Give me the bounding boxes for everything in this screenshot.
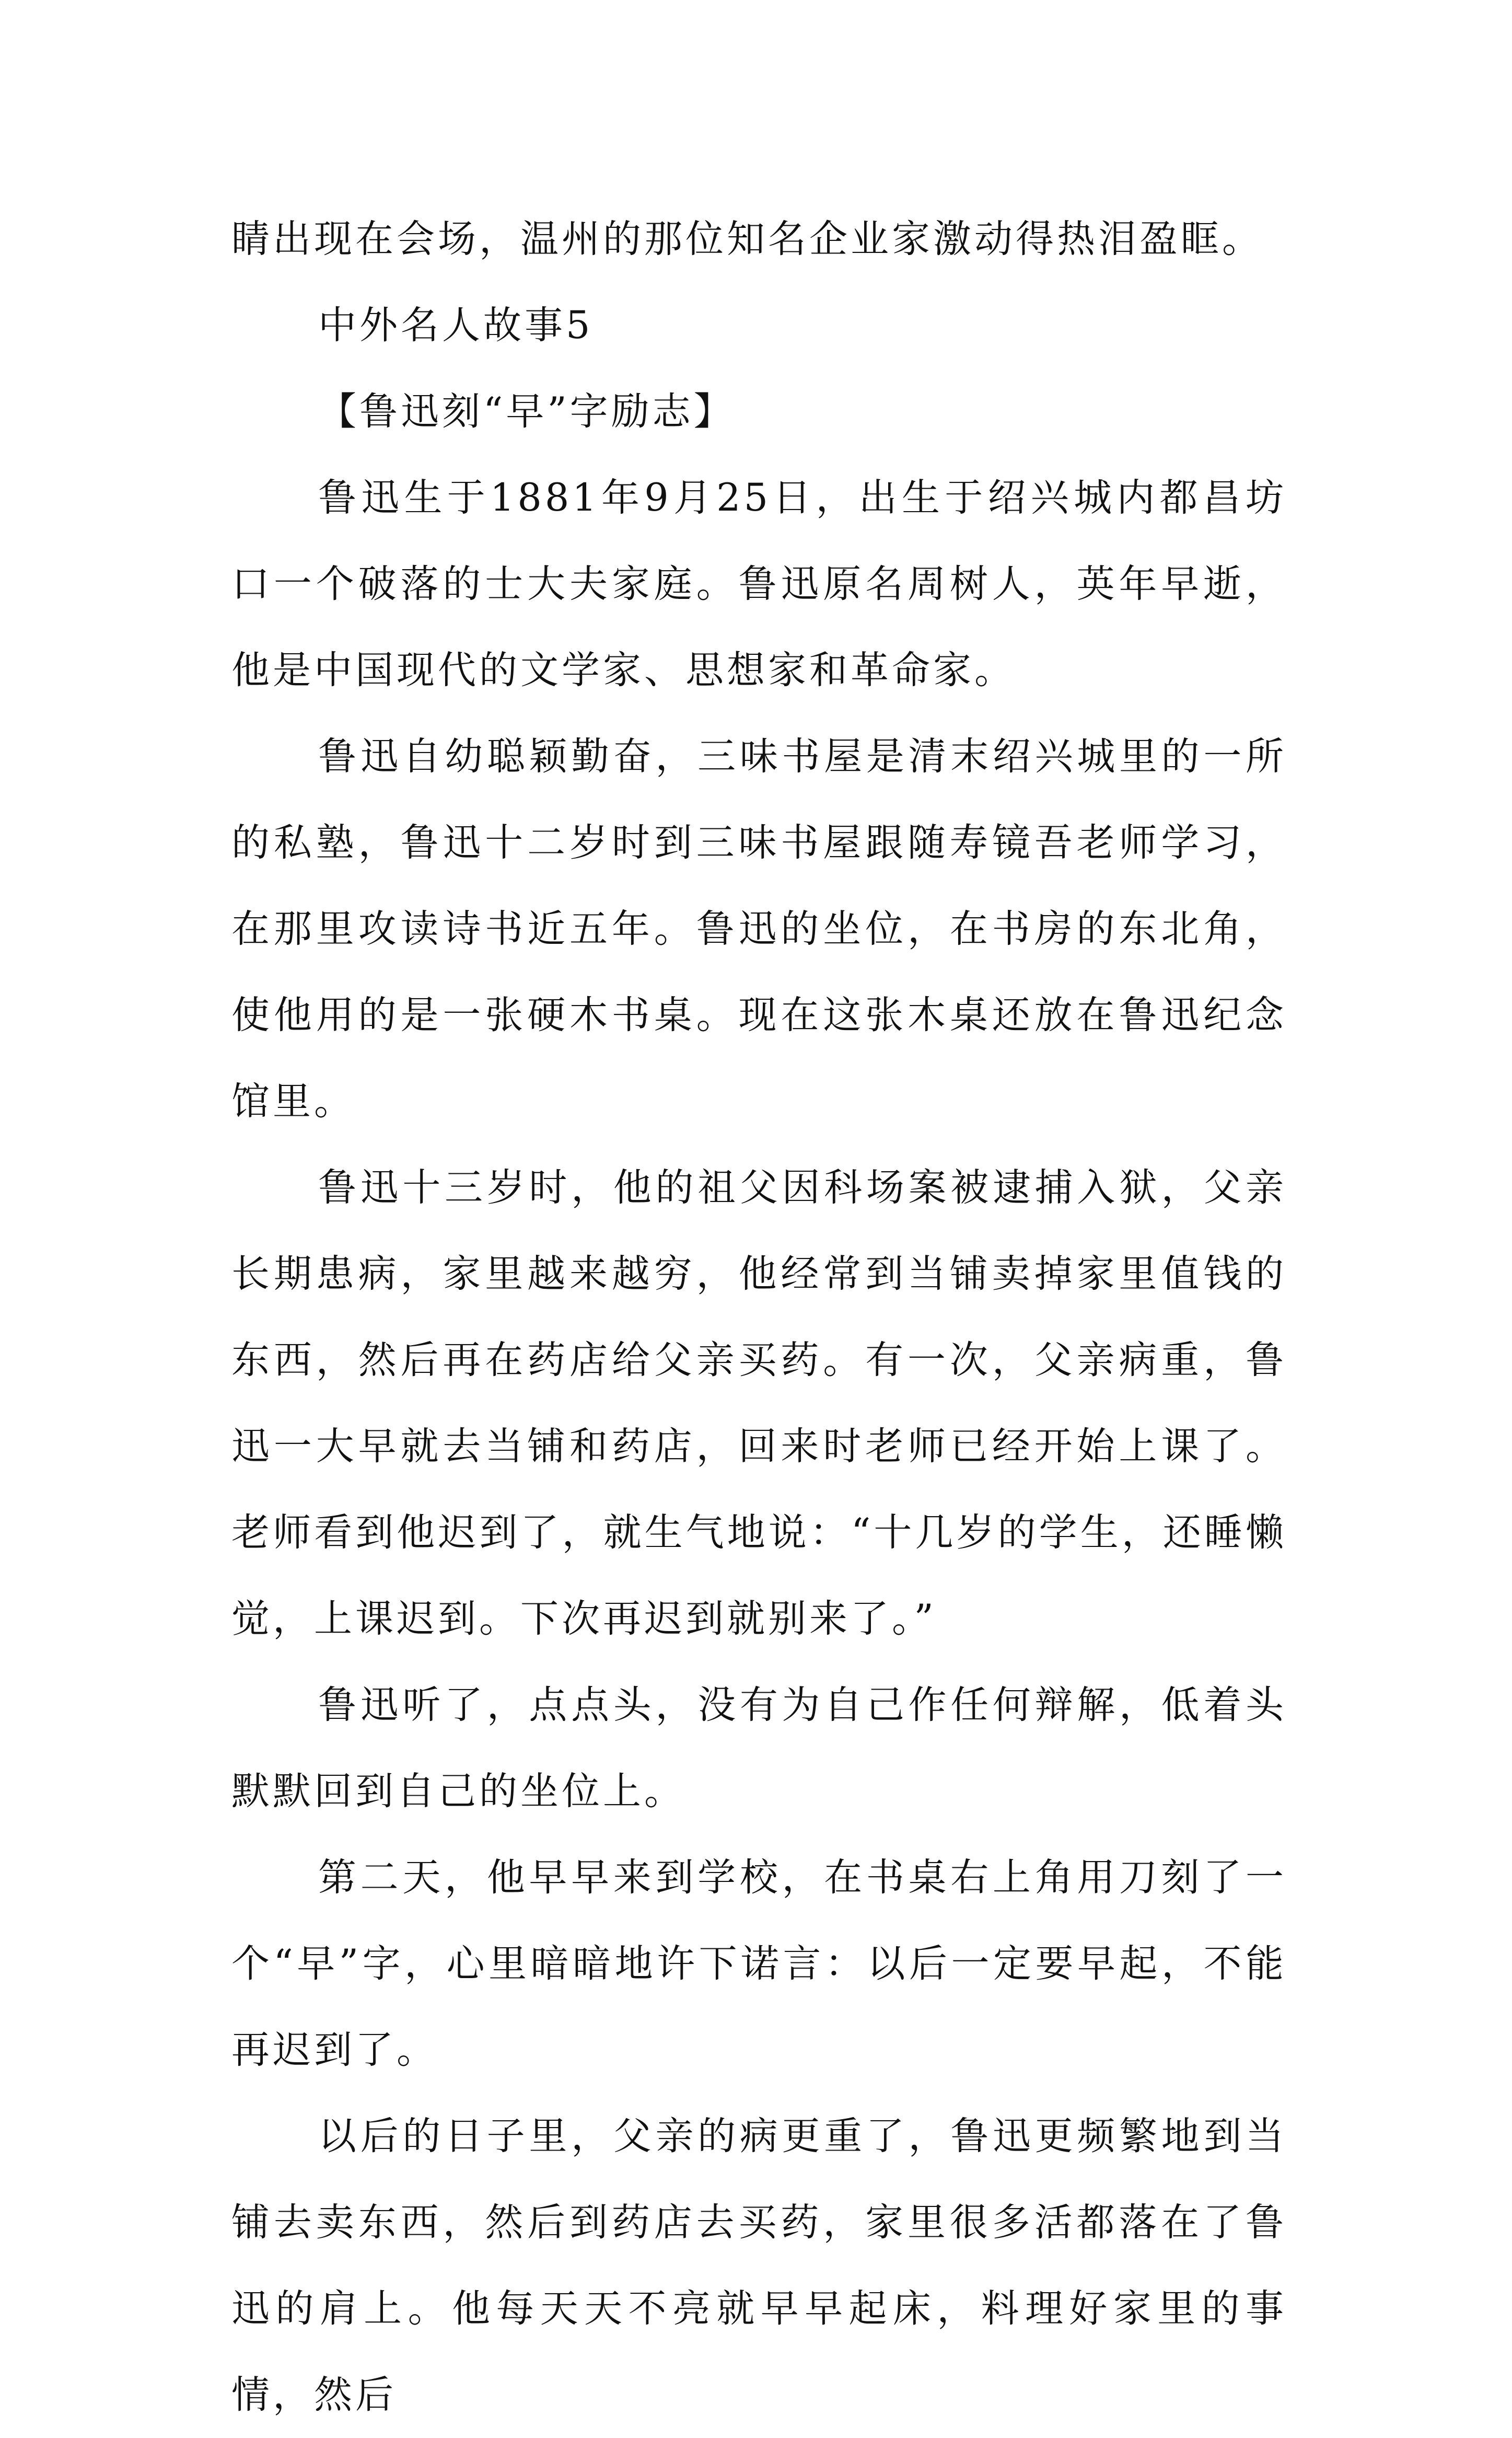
story-title: 【鲁迅刻“早”字励志】 (318, 389, 735, 434)
paragraph-later-days: 以后的日子里，父亲的病更重了，鲁迅更频繁地到当铺去卖东西，然后到药店去买药，家里很多活都落在了鲁迅的肩上。他每天天不亮就早早起床，料理好家里的事情，然后 (231, 2114, 1287, 2417)
paragraph-continuation: 睛出现在会场，温州的那位知名企业家激动得热泪盈眶。 (231, 217, 1263, 261)
document-body (231, 196, 1287, 2438)
story-heading-number: 中外名人故事5 (318, 303, 594, 348)
paragraph-response: 鲁迅听了，点点头，没有为自己作任何辩解，低着头默默回到自己的坐位上。 (231, 1683, 1287, 1813)
paragraph-school: 鲁迅自幼聪颖勤奋，三味书屋是清末绍兴城里的一所的私塾，鲁迅十二岁时到三味书屋跟随寿镜吾老师学习，在那里攻读诗书近五年。鲁迅的坐位，在书房的东北角，使他用的是一张硬木书桌。现在这张木桌还放在鲁迅纪念馆里。 (231, 734, 1287, 1124)
paragraph-birth: 鲁迅生于1881年9月25日，出生于绍兴城内都昌坊口一个破落的士大夫家庭。鲁迅原名周树人，英年早逝，他是中国现代的文学家、思想家和革命家。 (231, 476, 1287, 692)
paragraph-late: 鲁迅十三岁时，他的祖父因科场案被逮捕入狱，父亲长期患病，家里越来越穷，他经常到当铺卖掉家里值钱的东西，然后再在药店给父亲买药。有一次，父亲病重，鲁迅一大早就去当铺和药店，回来时老师已经开始上课了。老师看到他迟到了，就生气地说：“十几岁的学生，还睡懒觉，上课迟到。下次再迟到就别来了。” (231, 1165, 1287, 1641)
paragraph-carving: 第二天，他早早来到学校，在书桌右上角用刀刻了一个“早”字，心里暗暗地许下诺言：以后一定要早起，不能再迟到了。 (231, 1855, 1287, 2072)
